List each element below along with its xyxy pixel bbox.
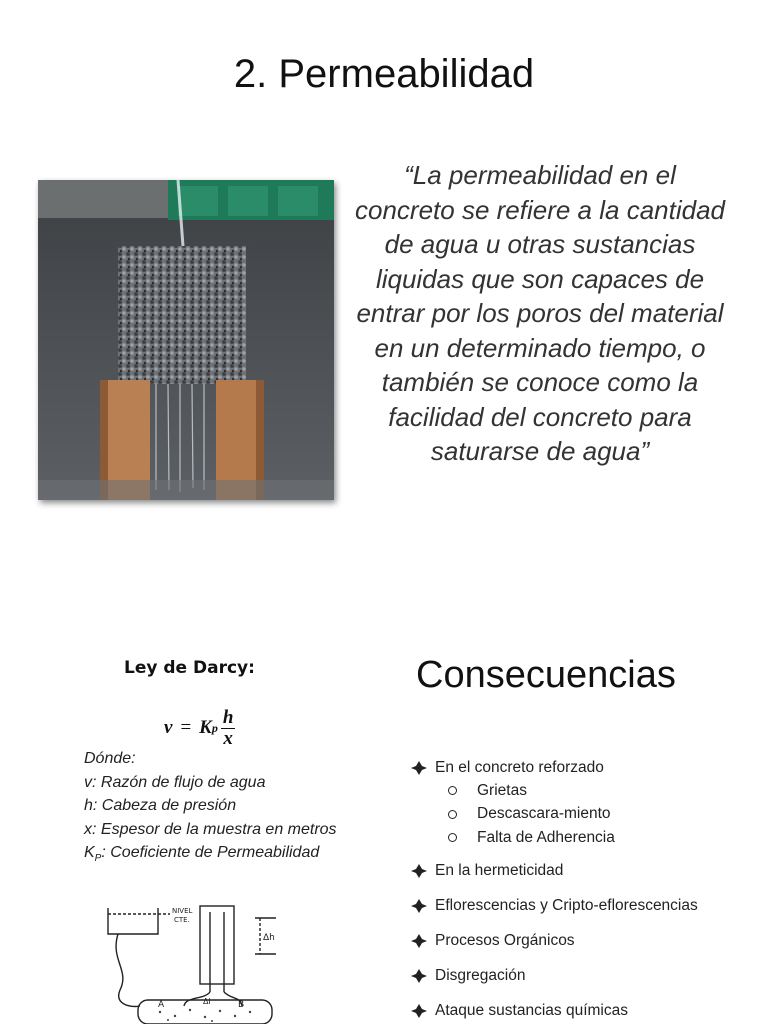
formula-v: v: [164, 717, 173, 738]
spacer: [410, 883, 698, 895]
definition-h: h: Cabeza de presión: [84, 797, 237, 814]
darcy-formula: [164, 706, 235, 750]
darcy-law-title: Ley de Darcy:: [124, 658, 255, 678]
diamond-bullet-icon: [410, 898, 428, 914]
list-item-label: Falta de Adherencia: [477, 828, 615, 846]
formula-fraction: [221, 708, 236, 749]
circle-bullet-icon: [448, 833, 457, 842]
formula-numerator: h: [222, 706, 234, 728]
spacer: [410, 953, 698, 965]
label-a: A: [158, 1000, 165, 1010]
list-item: [410, 895, 698, 918]
permeability-definition-quote: “La permeabilidad en el concreto se refiere a la cantidad de agua u otras sustancias liquidas que son capaces de entrar por los poros del material en un determinado tiempo, o también se conoce como la facilidad del concreto para saturarse de agua”: [355, 160, 725, 466]
formula-definitions: [84, 747, 337, 871]
list-item: [448, 803, 698, 827]
diamond-bullet-icon: [410, 863, 428, 879]
definitions-heading: Dónde:: [84, 750, 136, 767]
label-b: B: [238, 1000, 245, 1010]
diamond-bullet-icon: [410, 968, 428, 984]
spacer: [410, 918, 698, 930]
label-nivel: NIVEL: [172, 907, 193, 915]
kp-symbol: K: [84, 844, 95, 861]
consequences-title: Consecuencias: [416, 654, 676, 696]
slide-consecuencias: [0, 560, 768, 1024]
circle-bullet-icon: [448, 810, 457, 819]
list-item: [410, 965, 698, 988]
list-item-label: Descascara-miento: [477, 805, 611, 823]
list-item: [410, 756, 698, 779]
list-item: [410, 1000, 698, 1023]
circle-bullet-icon: [448, 786, 457, 795]
spacer: [410, 988, 698, 1000]
consequences-list: [410, 756, 698, 1023]
sublist-container: [410, 779, 698, 850]
kp-text: : Coeficiente de Permeabilidad: [101, 844, 320, 861]
list-item-label: En el concreto reforzado: [435, 758, 604, 776]
definition-x: x: Espesor de la muestra en metros: [84, 820, 337, 838]
permeameter-diagram: [100, 900, 290, 1024]
slide-title: 2. Permeabilidad: [233, 52, 535, 96]
kp-sub: P: [94, 853, 102, 865]
list-item: [448, 779, 698, 803]
formula-k: K: [199, 717, 212, 738]
formula-k-sub: p: [211, 720, 218, 735]
reinforced-concrete-sublist: [448, 779, 698, 850]
definition-v: v: Razón de flujo de agua: [84, 773, 266, 791]
diamond-bullet-icon: [410, 760, 428, 776]
concrete-photo: [38, 180, 334, 500]
list-item: [410, 860, 698, 883]
list-item-label: Procesos Orgánicos: [435, 932, 575, 949]
label-delta-h: Δh: [263, 933, 275, 943]
definition-kp: [84, 841, 337, 871]
list-item-label: Disgregación: [435, 967, 526, 984]
pervious-concrete-image: [38, 180, 334, 500]
formula-denominator: x: [223, 727, 233, 749]
list-item: [410, 930, 698, 953]
list-item: [448, 826, 698, 850]
label-delta-l: Δl: [203, 997, 211, 1006]
list-item-label: Eflorescencias y Cripto-eflorescencias: [435, 897, 698, 914]
list-item-label: Ataque sustancias químicas: [435, 1002, 628, 1019]
list-item-label: Grietas: [477, 781, 527, 799]
list-item-label: En la hermeticidad: [435, 862, 564, 879]
diamond-bullet-icon: [410, 933, 428, 949]
diamond-bullet-icon: [410, 1003, 428, 1019]
label-cte: CTE.: [174, 916, 190, 924]
permeameter-sketch: [100, 900, 290, 1024]
formula-equals: =: [180, 717, 192, 738]
